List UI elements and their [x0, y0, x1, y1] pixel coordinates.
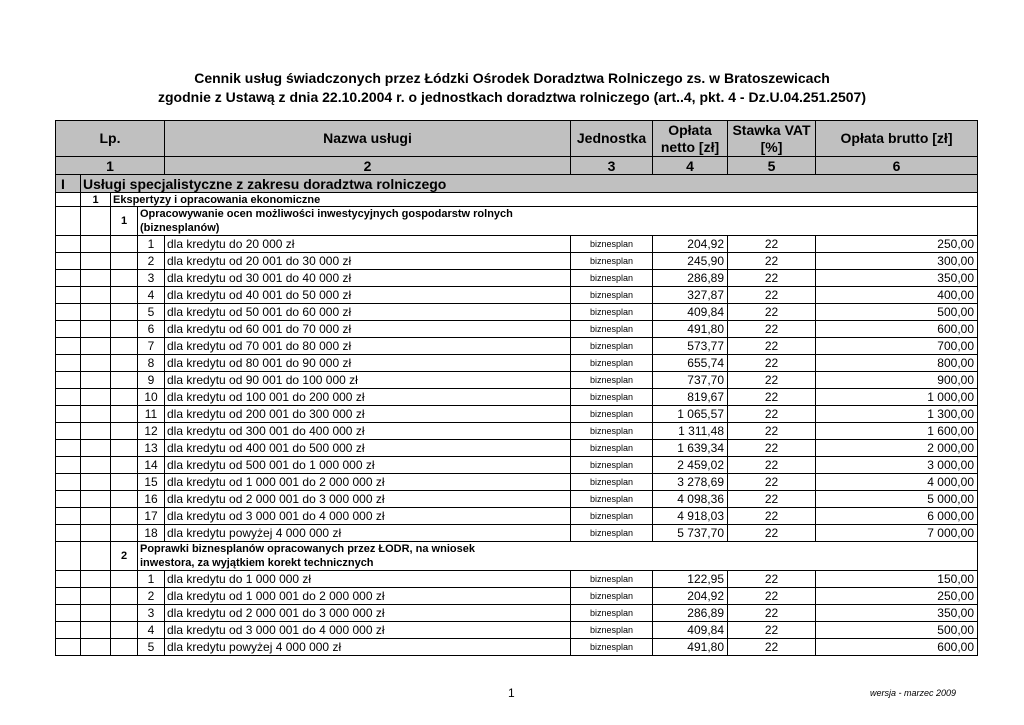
item-unit: biznesplan	[570, 270, 652, 286]
section-row	[55, 175, 978, 193]
subgroup-2-label	[137, 542, 978, 570]
version-note: wersja - marzec 2009	[869, 688, 956, 698]
item-vat-rate: 22	[727, 605, 815, 621]
item-name: dla kredytu od 400 001 do 500 000 zł	[164, 440, 570, 456]
item-vat-rate: 22	[727, 304, 815, 320]
item-vat-rate: 22	[727, 474, 815, 490]
item-lp: 3	[137, 605, 164, 621]
item-gross-price: 300,00	[815, 253, 978, 269]
price-table	[55, 120, 978, 656]
item-gross-price: 500,00	[815, 304, 978, 320]
item-unit: biznesplan	[570, 355, 652, 371]
item-name: dla kredytu od 70 001 do 80 000 zł	[164, 338, 570, 354]
column-numbers-row	[55, 157, 978, 175]
item-net-price: 204,92	[652, 236, 727, 252]
item-name: dla kredytu od 20 001 do 30 000 zł	[164, 253, 570, 269]
section-number: I	[55, 175, 80, 192]
item-lp: 2	[137, 253, 164, 269]
subgroup-2-label-line2: inwestora, za wyjątkiem korekt technicznych	[140, 557, 374, 569]
item-lp: 16	[137, 491, 164, 507]
item-gross-price: 1 000,00	[815, 389, 978, 405]
table-row	[55, 423, 978, 440]
colnum-3: 3	[570, 157, 652, 174]
item-name: dla kredytu od 1 000 001 do 2 000 000 zł	[164, 474, 570, 490]
item-net-price: 1 639,34	[652, 440, 727, 456]
table-row	[55, 605, 978, 622]
item-net-price: 327,87	[652, 287, 727, 303]
item-name: dla kredytu od 2 000 001 do 3 000 000 zł	[164, 491, 570, 507]
item-lp: 10	[137, 389, 164, 405]
table-header	[55, 120, 978, 157]
document-subtitle: zgodnie z Ustawą z dnia 22.10.2004 r. o jednostkach doradztwa rolniczego (art..4, pkt. 4 - Dz.U.04.251.2507)	[157, 89, 866, 105]
item-net-price: 491,80	[652, 321, 727, 337]
item-gross-price: 350,00	[815, 605, 978, 621]
table-row	[55, 440, 978, 457]
item-net-price: 819,67	[652, 389, 727, 405]
item-net-price: 2 459,02	[652, 457, 727, 473]
item-gross-price: 3 000,00	[815, 457, 978, 473]
table-row	[55, 571, 978, 588]
table-row	[55, 474, 978, 491]
item-gross-price: 600,00	[815, 639, 978, 655]
table-row	[55, 457, 978, 474]
item-lp: 4	[137, 287, 164, 303]
item-name: dla kredytu od 1 000 001 do 2 000 000 zł	[164, 588, 570, 604]
item-vat-rate: 22	[727, 639, 815, 655]
item-gross-price: 800,00	[815, 355, 978, 371]
item-name: dla kredytu od 3 000 001 do 4 000 000 zł	[164, 622, 570, 638]
subgroup-1-number: 1	[110, 207, 137, 235]
header-net	[652, 121, 727, 156]
item-vat-rate: 22	[727, 406, 815, 422]
item-net-price: 3 278,69	[652, 474, 727, 490]
table-row	[55, 304, 978, 321]
item-lp: 11	[137, 406, 164, 422]
item-name: dla kredytu od 30 001 do 40 000 zł	[164, 270, 570, 286]
item-unit: biznesplan	[570, 304, 652, 320]
item-gross-price: 350,00	[815, 270, 978, 286]
table-row	[55, 525, 978, 542]
item-unit: biznesplan	[570, 440, 652, 456]
table-row	[55, 639, 978, 656]
subgroup-1-label	[137, 207, 978, 235]
item-vat-rate: 22	[727, 508, 815, 524]
item-gross-price: 700,00	[815, 338, 978, 354]
colnum-4: 4	[652, 157, 727, 174]
group-row	[55, 193, 978, 207]
table-row	[55, 355, 978, 372]
item-net-price: 122,95	[652, 571, 727, 587]
item-unit: biznesplan	[570, 571, 652, 587]
item-name: dla kredytu od 200 001 do 300 000 zł	[164, 406, 570, 422]
item-vat-rate: 22	[727, 270, 815, 286]
item-name: dla kredytu powyżej 4 000 000 zł	[164, 525, 570, 541]
subgroup-2-number: 2	[110, 542, 137, 570]
item-net-price: 655,74	[652, 355, 727, 371]
subgroup-1-row	[55, 207, 978, 236]
item-gross-price: 150,00	[815, 571, 978, 587]
item-unit: biznesplan	[570, 605, 652, 621]
item-net-price: 5 737,70	[652, 525, 727, 541]
table-row	[55, 588, 978, 605]
item-net-price: 286,89	[652, 605, 727, 621]
item-lp: 15	[137, 474, 164, 490]
item-lp: 1	[137, 571, 164, 587]
item-vat-rate: 22	[727, 338, 815, 354]
item-gross-price: 1 600,00	[815, 423, 978, 439]
item-unit: biznesplan	[570, 372, 652, 388]
item-unit: biznesplan	[570, 491, 652, 507]
item-net-price: 409,84	[652, 622, 727, 638]
item-gross-price: 250,00	[815, 236, 978, 252]
item-net-price: 491,80	[652, 639, 727, 655]
item-gross-price: 6 000,00	[815, 508, 978, 524]
group-label: Ekspertyzy i opracowania ekonomiczne	[110, 193, 978, 206]
item-name: dla kredytu od 50 001 do 60 000 zł	[164, 304, 570, 320]
item-lp: 14	[137, 457, 164, 473]
item-vat-rate: 22	[727, 571, 815, 587]
item-unit: biznesplan	[570, 622, 652, 638]
header-net-line2: netto [zł]	[660, 138, 720, 155]
item-vat-rate: 22	[727, 372, 815, 388]
header-vat	[727, 121, 815, 156]
item-vat-rate: 22	[727, 588, 815, 604]
item-gross-price: 600,00	[815, 321, 978, 337]
colnum-1: 1	[55, 157, 164, 174]
item-unit: biznesplan	[570, 236, 652, 252]
item-name: dla kredytu od 3 000 001 do 4 000 000 zł	[164, 508, 570, 524]
header-vat-line2: [%]	[760, 138, 783, 155]
table-row	[55, 287, 978, 304]
item-net-price: 573,77	[652, 338, 727, 354]
item-net-price: 245,90	[652, 253, 727, 269]
item-unit: biznesplan	[570, 253, 652, 269]
item-vat-rate: 22	[727, 287, 815, 303]
item-vat-rate: 22	[727, 321, 815, 337]
item-vat-rate: 22	[727, 355, 815, 371]
item-unit: biznesplan	[570, 525, 652, 541]
header-unit: Jednostka	[570, 121, 652, 156]
item-net-price: 1 311,48	[652, 423, 727, 439]
item-lp: 2	[137, 588, 164, 604]
table-row	[55, 236, 978, 253]
item-name: dla kredytu od 90 001 do 100 000 zł	[164, 372, 570, 388]
section-label: Usługi specjalistyczne z zakresu doradztwa rolniczego	[80, 175, 978, 192]
item-gross-price: 500,00	[815, 622, 978, 638]
item-name: dla kredytu od 80 001 do 90 000 zł	[164, 355, 570, 371]
table-row	[55, 321, 978, 338]
item-gross-price: 1 300,00	[815, 406, 978, 422]
colnum-2: 2	[164, 157, 570, 174]
item-name: dla kredytu od 500 001 do 1 000 000 zł	[164, 457, 570, 473]
table-row	[55, 508, 978, 525]
item-name: dla kredytu powyżej 4 000 000 zł	[164, 639, 570, 655]
table-row	[55, 270, 978, 287]
table-row	[55, 389, 978, 406]
table-row	[55, 406, 978, 423]
item-vat-rate: 22	[727, 236, 815, 252]
item-unit: biznesplan	[570, 457, 652, 473]
header-name: Nazwa usługi	[164, 121, 570, 156]
item-name: dla kredytu od 300 001 do 400 000 zł	[164, 423, 570, 439]
item-lp: 6	[137, 321, 164, 337]
item-net-price: 4 098,36	[652, 491, 727, 507]
item-unit: biznesplan	[570, 389, 652, 405]
item-unit: biznesplan	[570, 474, 652, 490]
item-vat-rate: 22	[727, 423, 815, 439]
item-gross-price: 7 000,00	[815, 525, 978, 541]
item-gross-price: 2 000,00	[815, 440, 978, 456]
item-gross-price: 250,00	[815, 588, 978, 604]
table-row	[55, 253, 978, 270]
item-vat-rate: 22	[727, 253, 815, 269]
colnum-6: 6	[815, 157, 978, 174]
item-net-price: 737,70	[652, 372, 727, 388]
table-row	[55, 372, 978, 389]
item-gross-price: 900,00	[815, 372, 978, 388]
item-lp: 7	[137, 338, 164, 354]
item-vat-rate: 22	[727, 491, 815, 507]
header-net-line1: Opłata	[668, 121, 712, 138]
page-number: 1	[508, 686, 515, 700]
item-unit: biznesplan	[570, 287, 652, 303]
item-gross-price: 400,00	[815, 287, 978, 303]
header-vat-line1: Stawka VAT	[732, 121, 811, 138]
item-vat-rate: 22	[727, 389, 815, 405]
subgroup-1-label-line2: (biznesplanów)	[140, 222, 220, 234]
item-net-price: 1 065,57	[652, 406, 727, 422]
subgroup-1-label-line1: Opracowywanie ocen możliwości inwestycyjnych gospodarstw rolnych	[140, 208, 513, 220]
header-gross: Opłata brutto [zł]	[815, 121, 978, 156]
item-net-price: 409,84	[652, 304, 727, 320]
item-vat-rate: 22	[727, 457, 815, 473]
item-name: dla kredytu od 40 001 do 50 000 zł	[164, 287, 570, 303]
table-row	[55, 491, 978, 508]
item-name: dla kredytu od 100 001 do 200 000 zł	[164, 389, 570, 405]
item-lp: 3	[137, 270, 164, 286]
subgroup-2-row	[55, 542, 978, 571]
subgroup-2-label-line1: Poprawki biznesplanów opracowanych przez ŁODR, na wniosek	[140, 543, 475, 555]
item-name: dla kredytu od 60 001 do 70 000 zł	[164, 321, 570, 337]
item-lp: 5	[137, 639, 164, 655]
item-lp: 17	[137, 508, 164, 524]
item-unit: biznesplan	[570, 338, 652, 354]
item-unit: biznesplan	[570, 588, 652, 604]
colnum-5: 5	[727, 157, 815, 174]
item-lp: 9	[137, 372, 164, 388]
item-lp: 8	[137, 355, 164, 371]
item-lp: 18	[137, 525, 164, 541]
item-net-price: 286,89	[652, 270, 727, 286]
item-gross-price: 5 000,00	[815, 491, 978, 507]
item-lp: 1	[137, 236, 164, 252]
group-number: 1	[80, 193, 110, 206]
table-row	[55, 622, 978, 639]
item-unit: biznesplan	[570, 406, 652, 422]
item-lp: 4	[137, 622, 164, 638]
item-vat-rate: 22	[727, 525, 815, 541]
item-lp: 13	[137, 440, 164, 456]
item-unit: biznesplan	[570, 639, 652, 655]
item-net-price: 4 918,03	[652, 508, 727, 524]
item-name: dla kredytu do 20 000 zł	[164, 236, 570, 252]
item-unit: biznesplan	[570, 508, 652, 524]
item-gross-price: 4 000,00	[815, 474, 978, 490]
item-name: dla kredytu od 2 000 001 do 3 000 000 zł	[164, 605, 570, 621]
item-vat-rate: 22	[727, 622, 815, 638]
item-lp: 12	[137, 423, 164, 439]
item-vat-rate: 22	[727, 440, 815, 456]
item-name: dla kredytu do 1 000 000 zł	[164, 571, 570, 587]
table-row	[55, 338, 978, 355]
item-unit: biznesplan	[570, 423, 652, 439]
item-lp: 5	[137, 304, 164, 320]
header-lp: Lp.	[55, 121, 164, 156]
document-title: Cennik usług świadczonych przez Łódzki Ośrodek Doradztwa Rolniczego zs. w Bratoszewicach	[194, 70, 830, 86]
item-unit: biznesplan	[570, 321, 652, 337]
item-net-price: 204,92	[652, 588, 727, 604]
